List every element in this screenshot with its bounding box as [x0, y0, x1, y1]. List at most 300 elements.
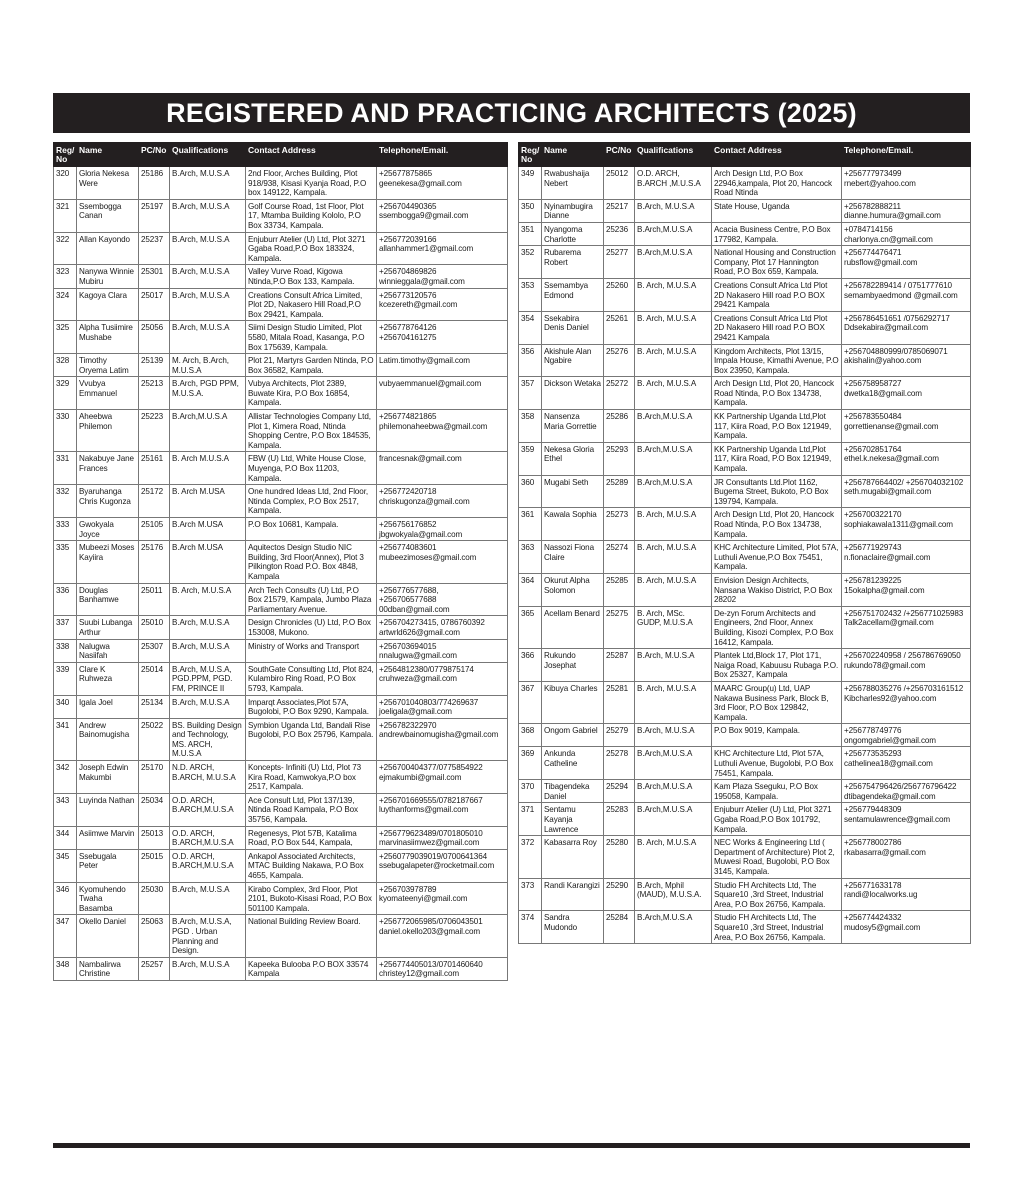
pc-no-cell: 25289: [604, 475, 635, 508]
header-pc-no: PC/No: [604, 143, 635, 167]
address-cell: Plantek Ltd,Block 17, Plot 171, Naiga Road, Kabuusu Rubaga P.O. Box 25327, Kampala: [712, 649, 842, 682]
header-telephone-email: Telephone/Email.: [842, 143, 971, 167]
pc-no-cell: 25272: [604, 377, 635, 410]
header-qualifications: Qualifications: [635, 143, 712, 167]
address-cell: SouthGate Consulting Ltd, Plot 824, Kulambiro Ring Road, P.O Box 5793, Kampala.: [246, 662, 377, 695]
name-cell: Randi Karangizi: [542, 878, 604, 911]
name-cell: Ankunda Catheline: [542, 747, 604, 780]
table-row: [54, 882, 508, 915]
qualifications-cell: B.Arch,M.U.S.A: [635, 803, 712, 836]
address-cell: National Building Review Board.: [246, 915, 377, 957]
telephone-email-cell: Latim.timothy@gmail.com: [377, 354, 508, 377]
address-cell: Enjuburr Atelier (U) Ltd, Plot 3271 Ggaba Road,P.O Box 183324, Kampala.: [246, 232, 377, 265]
qualifications-cell: B.Arch, M.U.S.A: [170, 167, 246, 200]
name-cell: Alpha Tusiimire Mushabe: [77, 321, 139, 354]
address-cell: One hundred Ideas Ltd, 2nd Floor, Ntinda Complex, P.O Box 2517, Kampala.: [246, 485, 377, 518]
pc-no-cell: 25278: [604, 747, 635, 780]
telephone-email-cell: +256701669555/0782187667 luythanforms@gmail.com: [377, 793, 508, 826]
qualifications-cell: B.Arch,M.U.S.A: [635, 246, 712, 279]
name-cell: Kagoya Clara: [77, 288, 139, 321]
pc-no-cell: 25012: [604, 167, 635, 200]
pc-no-cell: 25280: [604, 836, 635, 878]
reg-no-cell: 345: [54, 849, 77, 882]
table-row: [519, 911, 971, 944]
qualifications-cell: B.Arch, M.U.S.A: [170, 882, 246, 915]
qualifications-cell: B.Arch, M.U.S.A: [635, 724, 712, 747]
telephone-email-cell: +256782322970 andrewbainomugisha@gmail.com: [377, 718, 508, 760]
table-row: [519, 311, 971, 344]
address-cell: Valley Vurve Road, Kigowa Ntinda,P.O Box 133, Kampala.: [246, 265, 377, 288]
pc-no-cell: 25010: [139, 616, 170, 639]
reg-no-cell: 332: [54, 485, 77, 518]
table-row: [54, 410, 508, 452]
address-cell: Studio FH Architects Ltd, The Square10 ,3rd Street, Industrial Area, P.O Box 26756, Kampala.: [712, 878, 842, 911]
name-cell: Andrew Bainomugisha: [77, 718, 139, 760]
name-cell: Kibuya Charles: [542, 681, 604, 723]
reg-no-cell: 365: [519, 606, 542, 648]
address-cell: State House, Uganda: [712, 199, 842, 222]
telephone-email-cell: +256704490365 ssembogga9@gmail.com: [377, 199, 508, 232]
pc-no-cell: 25281: [604, 681, 635, 723]
telephone-email-cell: +256700404377/0775854922 ejmakumbi@gmail.com: [377, 761, 508, 794]
telephone-email-cell: +2564812380/0779875174 cruhweza@gmail.com: [377, 662, 508, 695]
name-cell: Allan Kayondo: [77, 232, 139, 265]
table-row: [519, 167, 971, 200]
table-row: [54, 321, 508, 354]
telephone-email-cell: +256779623489/0701805010 marvinasiimwez@gmail.com: [377, 826, 508, 849]
name-cell: Mubeezi Moses Kayiira: [77, 541, 139, 583]
pc-no-cell: 25257: [139, 957, 170, 980]
telephone-email-cell: +256772065985/0706043501 daniel.okello203@gmail.com: [377, 915, 508, 957]
pc-no-cell: 25283: [604, 803, 635, 836]
telephone-email-cell: +256758958727 dwetka18@gmail.com: [842, 377, 971, 410]
table-header-row: [519, 143, 971, 167]
pc-no-cell: 25186: [139, 167, 170, 200]
pc-no-cell: 25017: [139, 288, 170, 321]
reg-no-cell: 324: [54, 288, 77, 321]
qualifications-cell: B.Arch,M.U.S.A: [635, 780, 712, 803]
telephone-email-cell: +256778749776 ongomgabriel@gmail.com: [842, 724, 971, 747]
pc-no-cell: 25197: [139, 199, 170, 232]
table-row: [519, 780, 971, 803]
reg-no-cell: 372: [519, 836, 542, 878]
address-cell: Creations Consult Africa Limited, Plot 2D, Nakasero Hill Road,P.O Box 29421, Kampala.: [246, 288, 377, 321]
table-row: [519, 606, 971, 648]
reg-no-cell: 368: [519, 724, 542, 747]
reg-no-cell: 328: [54, 354, 77, 377]
qualifications-cell: B. Arch, M.U.S.A: [635, 541, 712, 574]
address-cell: Arch Tech Consults (U) Ltd, P.O Box 21579, Kampala, Jumbo Plaza Parliamentary Avenue.: [246, 583, 377, 616]
qualifications-cell: B.Arch, M.U.S.A: [170, 265, 246, 288]
name-cell: Clare K Ruhweza: [77, 662, 139, 695]
pc-no-cell: 25275: [604, 606, 635, 648]
address-cell: Siimi Design Studio Limited, Plot 5580, Mitala Road, Kasanga, P.O Box 175639, Kampala.: [246, 321, 377, 354]
telephone-email-cell: +25677875865 geenekesa@gmail.com: [377, 167, 508, 200]
reg-no-cell: 323: [54, 265, 77, 288]
telephone-email-cell: +256787664402/ +256704032102 seth.mugabi@gmail.com: [842, 475, 971, 508]
name-cell: Nakabuye Jane Frances: [77, 452, 139, 485]
address-cell: KHC Architecture Limited, Plot 57A, Luthuli Avenue,P.O Box 75451, Kampala.: [712, 541, 842, 574]
table-row: [519, 246, 971, 279]
pc-no-cell: 25013: [139, 826, 170, 849]
address-cell: Arch Design Ltd, Plot 20, Hancock Road Ntinda, P.O Box 134738, Kampala.: [712, 377, 842, 410]
table-row: [54, 662, 508, 695]
table-row: [519, 681, 971, 723]
reg-no-cell: 322: [54, 232, 77, 265]
table-row: [54, 541, 508, 583]
name-cell: Kawala Sophia: [542, 508, 604, 541]
telephone-email-cell: +256702851764 ethel.k.nekesa@gmail.com: [842, 442, 971, 475]
name-cell: Nyinambugira Dianne: [542, 199, 604, 222]
name-cell: Akishule Alan Ngabire: [542, 344, 604, 377]
telephone-email-cell: +256704869826 winnieggala@gmail.com: [377, 265, 508, 288]
telephone-email-cell: +256703694015 nnalugwa@gmail.com: [377, 639, 508, 662]
pc-no-cell: 25161: [139, 452, 170, 485]
qualifications-cell: B. Arch, M.U.S.A: [635, 836, 712, 878]
pc-no-cell: 25176: [139, 541, 170, 583]
address-cell: Koncepts- Infiniti (U) Ltd, Plot 73 Kira Road, Kamwokya,P.O box 2517, Kampala.: [246, 761, 377, 794]
reg-no-cell: 348: [54, 957, 77, 980]
reg-no-cell: 357: [519, 377, 542, 410]
name-cell: Nanywa Winnie Mubiru: [77, 265, 139, 288]
telephone-email-cell: +256701040803/774269637 joeligala@gmail.com: [377, 695, 508, 718]
left-column: [53, 142, 507, 981]
address-cell: MAARC Group(u) Ltd, UAP Nakawa Business Park, Block B, 3rd Floor, P.O Box 129842, Kampala.: [712, 681, 842, 723]
qualifications-cell: B.Arch, M.U.S.A: [170, 695, 246, 718]
table-header-row: [54, 143, 508, 167]
telephone-email-cell: +256783550484 gorrettienanse@gmail.com: [842, 410, 971, 443]
pc-no-cell: 25014: [139, 662, 170, 695]
pc-no-cell: 25286: [604, 410, 635, 443]
header-qualifications: Qualifications: [170, 143, 246, 167]
name-cell: Douglas Banhamwe: [77, 583, 139, 616]
reg-no-cell: 342: [54, 761, 77, 794]
header-reg-no: Reg/ No: [519, 143, 542, 167]
telephone-email-cell: +256700322170 sophiakawala1311@gmail.com: [842, 508, 971, 541]
telephone-email-cell: +256771929743 n.fionaclaire@gmail.com: [842, 541, 971, 574]
pc-no-cell: 25285: [604, 573, 635, 606]
qualifications-cell: B.Arch,M.U.S.A: [635, 442, 712, 475]
pc-no-cell: 25293: [604, 442, 635, 475]
qualifications-cell: B.Arch M.USA: [170, 518, 246, 541]
table-row: [519, 878, 971, 911]
table-row: [54, 761, 508, 794]
table-row: [54, 639, 508, 662]
pc-no-cell: 25273: [604, 508, 635, 541]
address-cell: KK Partnership Uganda Ltd,Plot 117, Kiira Road, P.O Box 121949, Kampala.: [712, 410, 842, 443]
name-cell: Tibagendeka Daniel: [542, 780, 604, 803]
table-row: [54, 485, 508, 518]
table-row: [54, 718, 508, 760]
address-cell: P.O Box 9019, Kampala.: [712, 724, 842, 747]
address-cell: Ankapol Associated Architects, MTAC Building Nakawa, P.O Box 4655, Kampala.: [246, 849, 377, 882]
pc-no-cell: 25290: [604, 878, 635, 911]
table-row: [54, 849, 508, 882]
address-cell: Kirabo Complex, 3rd Floor, Plot 2101, Bukoto-Kisasi Road, P.O Box 501100 Kampala.: [246, 882, 377, 915]
address-cell: Kingdom Architects, Plot 13/15, Impala House, Kimathi Avenue, P.O Box 23950, Kampala.: [712, 344, 842, 377]
pc-no-cell: 25011: [139, 583, 170, 616]
reg-no-cell: 364: [519, 573, 542, 606]
name-cell: Ssekabira Denis Daniel: [542, 311, 604, 344]
reg-no-cell: 373: [519, 878, 542, 911]
name-cell: Acellam Benard: [542, 606, 604, 648]
telephone-email-cell: +256778764126 +256704161275: [377, 321, 508, 354]
table-row: [54, 232, 508, 265]
qualifications-cell: B.Arch, M.U.S.A, PGD.PPM, PGD. FM, PRINCE II: [170, 662, 246, 695]
address-cell: P.O Box 10681, Kampala.: [246, 518, 377, 541]
pc-no-cell: 25277: [604, 246, 635, 279]
table-row: [519, 541, 971, 574]
pc-no-cell: 25213: [139, 377, 170, 410]
table-row: [54, 915, 508, 957]
reg-no-cell: 361: [519, 508, 542, 541]
reg-no-cell: 374: [519, 911, 542, 944]
header-pc-no: PC/No: [139, 143, 170, 167]
reg-no-cell: 358: [519, 410, 542, 443]
name-cell: Timothy Oryema Latim: [77, 354, 139, 377]
reg-no-cell: 351: [519, 222, 542, 245]
bottom-rule: [53, 1143, 970, 1148]
qualifications-cell: B.Arch, PGD PPM, M.U.S.A.: [170, 377, 246, 410]
telephone-email-cell: +256772420718 chriskugonza@gmail.com: [377, 485, 508, 518]
reg-no-cell: 349: [519, 167, 542, 200]
address-cell: Arch Design Ltd, Plot 20, Hancock Road Ntinda, P.O Box 134738, Kampala.: [712, 508, 842, 541]
reg-no-cell: 331: [54, 452, 77, 485]
name-cell: Gloria Nekesa Were: [77, 167, 139, 200]
table-row: [519, 475, 971, 508]
reg-no-cell: 356: [519, 344, 542, 377]
address-cell: Ministry of Works and Transport: [246, 639, 377, 662]
pc-no-cell: 25274: [604, 541, 635, 574]
telephone-email-cell: +256774405013/0701460640 christey12@gmail.com: [377, 957, 508, 980]
address-cell: Creations Consult Africa Ltd Plot 2D Nakasero Hill road P.O BOX 29421 Kampala: [712, 311, 842, 344]
telephone-email-cell: +256771633178 randi@localworks.ug: [842, 878, 971, 911]
address-cell: Studio FH Architects Ltd, The Square10 ,3rd Street, Industrial Area, P.O Box 26756, Kampala.: [712, 911, 842, 944]
address-cell: Ace Consult Ltd, Plot 137/139, Ntinda Road Kampala, P.O Box 35756, Kampala.: [246, 793, 377, 826]
header-telephone-email: Telephone/Email.: [377, 143, 508, 167]
pc-no-cell: 25236: [604, 222, 635, 245]
qualifications-cell: B.Arch, M.U.S.A: [170, 232, 246, 265]
telephone-email-cell: +0784714156 charlonya.cn@gmail.com: [842, 222, 971, 245]
pc-no-cell: 25015: [139, 849, 170, 882]
telephone-email-cell: +256777973499 rnebert@yahoo.com: [842, 167, 971, 200]
telephone-email-cell: +256704880999/0785069071 akishalin@yahoo.com: [842, 344, 971, 377]
telephone-email-cell: +256776577688, +256706577688 00dban@gmail.com: [377, 583, 508, 616]
address-cell: 2nd Floor, Arches Building, Plot 918/938, Kisasi Kyanja Road, P.O box 149122, Kampala.: [246, 167, 377, 200]
table-row: [519, 410, 971, 443]
address-cell: KHC Architecture Ltd, Plot 57A, Luthuli Avenue, Bugolobi, P.O Box 75451, Kampala.: [712, 747, 842, 780]
pc-no-cell: 25223: [139, 410, 170, 452]
table-row: [519, 836, 971, 878]
pc-no-cell: 25139: [139, 354, 170, 377]
qualifications-cell: B.Arch, M.U.S.A: [170, 616, 246, 639]
telephone-email-cell: +256782888211 dianne.humura@gmail.com: [842, 199, 971, 222]
name-cell: Dickson Wetaka: [542, 377, 604, 410]
table-row: [519, 344, 971, 377]
header-contact-address: Contact Address: [246, 143, 377, 167]
table-row: [519, 377, 971, 410]
name-cell: Nalugwa Nasiifah: [77, 639, 139, 662]
telephone-email-cell: +256702240958 / 256786769050 rukundo78@gmail.com: [842, 649, 971, 682]
table-row: [54, 452, 508, 485]
pc-no-cell: 25260: [604, 278, 635, 311]
pc-no-cell: 25237: [139, 232, 170, 265]
qualifications-cell: B.Arch M.USA: [170, 541, 246, 583]
telephone-email-cell: +256774476471 rubsflow@gmail.com: [842, 246, 971, 279]
telephone-email-cell: +256774424332 mudosy5@gmail.com: [842, 911, 971, 944]
qualifications-cell: B. Arch, M.U.S.A: [635, 508, 712, 541]
address-cell: Enjuburr Atelier (U) Ltd, Plot 3271 Ggaba Road,P.O Box 101792, Kampala.: [712, 803, 842, 836]
address-cell: Envision Design Architects, Nansana Wakiso District, P.O Box 28202: [712, 573, 842, 606]
address-cell: Symbion Uganda Ltd, Bandali Rise Bugolobi, P.O Box 25796, Kampala.: [246, 718, 377, 760]
pc-no-cell: 25063: [139, 915, 170, 957]
architects-table-right: [518, 142, 971, 944]
address-cell: FBW (U) Ltd, White House Close, Muyenga, P.O Box 11203, Kampala.: [246, 452, 377, 485]
reg-no-cell: 370: [519, 780, 542, 803]
reg-no-cell: 369: [519, 747, 542, 780]
address-cell: National Housing and Construction Company, Plot 17 Hannington Road, P.O Box 659, Kampala.: [712, 246, 842, 279]
reg-no-cell: 347: [54, 915, 77, 957]
table-row: [519, 803, 971, 836]
qualifications-cell: B. Arch, M.U.S.A: [635, 278, 712, 311]
reg-no-cell: 350: [519, 199, 542, 222]
pc-no-cell: 25172: [139, 485, 170, 518]
name-cell: Nambalirwa Christine: [77, 957, 139, 980]
telephone-email-cell: +256774821865 philemonaheebwa@gmail.com: [377, 410, 508, 452]
address-cell: JR Consultants Ltd.Plot 1162, Bugema Street, Bukoto, P.O Box 139794, Kampala.: [712, 475, 842, 508]
qualifications-cell: B.Arch, M.U.S.A, PGD . Urban Planning and Design.: [170, 915, 246, 957]
address-cell: KK Partnership Uganda Ltd,Plot 117, Kiira Road, P.O Box 121949, Kampala.: [712, 442, 842, 475]
reg-no-cell: 337: [54, 616, 77, 639]
address-cell: Kam Plaza Sseguku, P.O Box 195058, Kampala.: [712, 780, 842, 803]
address-cell: Arch Design Ltd, P.O Box 22946,kampala, Plot 20, Hancock Road Ntinda: [712, 167, 842, 200]
address-cell: Regenesys, Plot 57B, Katalima Road, P.O Box 544, Kampala,: [246, 826, 377, 849]
page-title: REGISTERED AND PRACTICING ARCHITECTS (2025): [53, 93, 970, 133]
name-cell: Ssebugala Peter: [77, 849, 139, 882]
table-row: [54, 957, 508, 980]
address-cell: Golf Course Road, 1st Floor, Plot 17, Mtamba Building Kololo, P.O Box 33734, Kampala.: [246, 199, 377, 232]
table-row: [519, 747, 971, 780]
qualifications-cell: O.D. ARCH, B.ARCH,M.U.S.A: [170, 793, 246, 826]
address-cell: De-zyn Forum Architects and Engineers, 2nd Floor, Annex Building, Kisozi Complex, P.O Box 16412, Kampala.: [712, 606, 842, 648]
qualifications-cell: B.Arch, M.U.S.A: [170, 199, 246, 232]
reg-no-cell: 366: [519, 649, 542, 682]
qualifications-cell: B.Arch, M.U.S.A: [170, 957, 246, 980]
reg-no-cell: 343: [54, 793, 77, 826]
table-row: [519, 724, 971, 747]
pc-no-cell: 25261: [604, 311, 635, 344]
name-cell: Rukundo Josephat: [542, 649, 604, 682]
qualifications-cell: B. Arch, M.U.S.A: [635, 377, 712, 410]
qualifications-cell: B.Arch, Mphil (MAUD), M.U.S.A.: [635, 878, 712, 911]
qualifications-cell: B.Arch,M.U.S.A: [635, 222, 712, 245]
qualifications-cell: O.D. ARCH, B.ARCH,M.U.S.A: [170, 849, 246, 882]
name-cell: Sandra Mudondo: [542, 911, 604, 944]
name-cell: Nekesa Gloria Ethel: [542, 442, 604, 475]
table-body-right: [519, 167, 971, 944]
table-row: [519, 222, 971, 245]
telephone-email-cell: +256754796426/256776796422 dtibagendeka@gmail.com: [842, 780, 971, 803]
table-row: [519, 649, 971, 682]
name-cell: Kabasarra Roy: [542, 836, 604, 878]
address-cell: Kapeeka Bulooba P.O BOX 33574 Kampala: [246, 957, 377, 980]
qualifications-cell: B.Arch, M.U.S.A: [170, 639, 246, 662]
telephone-email-cell: +256778002786 rkabasarra@gmail.com: [842, 836, 971, 878]
telephone-email-cell: +256781239225 15okalpha@gmail.com: [842, 573, 971, 606]
name-cell: Mugabi Seth: [542, 475, 604, 508]
name-cell: Gwokyala Joyce: [77, 518, 139, 541]
reg-no-cell: 360: [519, 475, 542, 508]
name-cell: Sentamu Kayanja Lawrence: [542, 803, 604, 836]
telephone-email-cell: +256751702432 /+256771025983 Talk2acellam@gmail.com: [842, 606, 971, 648]
table-row: [54, 288, 508, 321]
telephone-email-cell: +256773120576 kcezereth@gmail.com: [377, 288, 508, 321]
qualifications-cell: BS. Building Design and Technology, MS. ARCH, M.U.S.A: [170, 718, 246, 760]
telephone-email-cell: +256788035276 /+256703161512 Kibcharles92@yahoo.com: [842, 681, 971, 723]
reg-no-cell: 341: [54, 718, 77, 760]
qualifications-cell: N.D. ARCH, B.ARCH, M.U.S.A: [170, 761, 246, 794]
pc-no-cell: 25056: [139, 321, 170, 354]
table-row: [519, 199, 971, 222]
qualifications-cell: B. Arch, M.U.S.A: [635, 681, 712, 723]
pc-no-cell: 25287: [604, 649, 635, 682]
qualifications-cell: O.D. ARCH, B.ARCH,M.U.S.A: [170, 826, 246, 849]
qualifications-cell: B.Arch,M.U.S.A: [635, 911, 712, 944]
telephone-email-cell: +256077903901​9/0700641364 ssebugalapeter@rocketmail.com: [377, 849, 508, 882]
reg-no-cell: 321: [54, 199, 77, 232]
name-cell: Byaruhanga Chris Kugonza: [77, 485, 139, 518]
reg-no-cell: 363: [519, 541, 542, 574]
table-row: [54, 793, 508, 826]
qualifications-cell: B.Arch, M.U.S.A: [635, 199, 712, 222]
pc-no-cell: 25279: [604, 724, 635, 747]
qualifications-cell: B. Arch M.U.S.A: [170, 452, 246, 485]
reg-no-cell: 336: [54, 583, 77, 616]
pc-no-cell: 25294: [604, 780, 635, 803]
reg-no-cell: 353: [519, 278, 542, 311]
reg-no-cell: 367: [519, 681, 542, 723]
name-cell: Aheebwa Philemon: [77, 410, 139, 452]
name-cell: Ongom Gabriel: [542, 724, 604, 747]
header-contact-address: Contact Address: [712, 143, 842, 167]
qualifications-cell: B.Arch, M.U.S.A: [635, 649, 712, 682]
telephone-email-cell: +256779448309 sentamulawrence@gmail.com: [842, 803, 971, 836]
reg-no-cell: 333: [54, 518, 77, 541]
address-cell: Allistar Technologies Company Ltd, Plot 1, Kimera Road, Ntinda Shopping Centre, P.O Box 184535, Kampala.: [246, 410, 377, 452]
header-reg-no: Reg/ No: [54, 143, 77, 167]
telephone-email-cell: +256756176852 jbgwokyala@gmail.com: [377, 518, 508, 541]
name-cell: Rwabushaija Nebert: [542, 167, 604, 200]
table-row: [519, 442, 971, 475]
qualifications-cell: B.Arch, M.U.S.A: [170, 321, 246, 354]
reg-no-cell: 354: [519, 311, 542, 344]
name-cell: Suubi Lubanga Arthur: [77, 616, 139, 639]
pc-no-cell: 25301: [139, 265, 170, 288]
name-cell: Okurut Alpha Solomon: [542, 573, 604, 606]
qualifications-cell: B. Arch, M.U.S.A: [635, 311, 712, 344]
architects-table-left: [53, 142, 508, 981]
address-cell: NEC Works & Engineering Ltd ( Department of Architecture) Plot 2, Muwesi Road, Bugolobi, P.O Box 3145, Kampala.: [712, 836, 842, 878]
table-row: [54, 199, 508, 232]
reg-no-cell: 359: [519, 442, 542, 475]
telephone-email-cell: +256704273415, 0786760392 artwrld626@gmail.com: [377, 616, 508, 639]
telephone-email-cell: +256774083601 mubeezimoses@gmail.com: [377, 541, 508, 583]
address-cell: Vubya Architects, Plot 2389, Buwate Kira, P.O Box 16854, Kampala.: [246, 377, 377, 410]
telephone-email-cell: +256786451651 /0756292717 Ddsekabira@gmail.com: [842, 311, 971, 344]
reg-no-cell: 325: [54, 321, 77, 354]
reg-no-cell: 339: [54, 662, 77, 695]
address-cell: Imparqt Associates,Plot 57A, Bugolobi, P.O Box 9290, Kampala.: [246, 695, 377, 718]
